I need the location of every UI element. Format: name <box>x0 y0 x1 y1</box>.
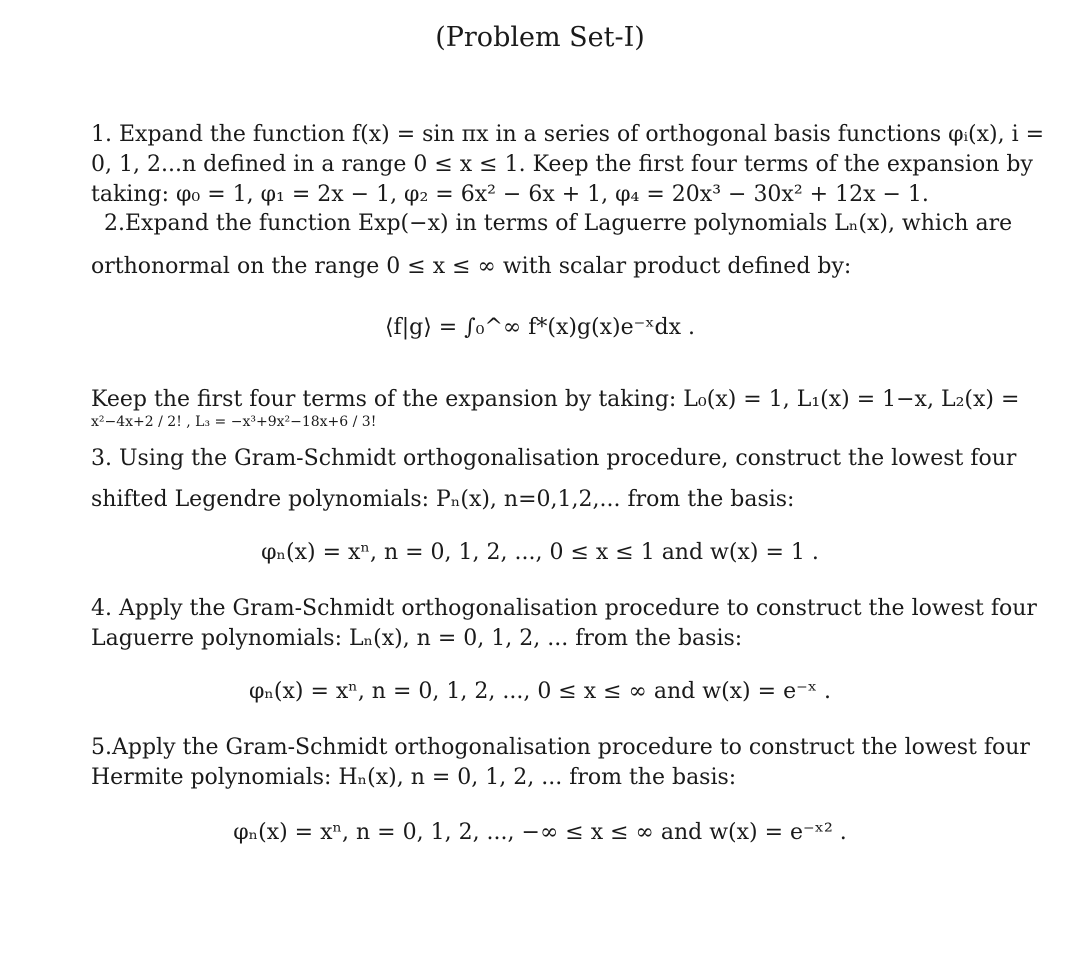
page-title: (Problem Set-I) <box>435 22 645 53</box>
problem-3-line-1: 3. Using the Gram-Schmidt orthogonalisation procedure, construct the lowest four <box>91 446 1017 471</box>
scalar-product-equation: ⟨f|g⟩ = ∫₀^∞ f*(x)g(x)e⁻ˣdx . <box>384 315 696 340</box>
problem-3-equation: φₙ(x) = xⁿ, n = 0, 1, 2, ..., 0 ≤ x ≤ 1 and w(x) = 1 . <box>261 540 819 565</box>
problem-2-line-2: orthonormal on the range 0 ≤ x ≤ ∞ with scalar product defined by: <box>91 254 852 279</box>
problem-3-line-2: shifted Legendre polynomials: Pₙ(x), n=0,1,2,... from the basis: <box>91 487 795 512</box>
problem-1-line-2: 0, 1, 2...n defined in a range 0 ≤ x ≤ 1. Keep the first four terms of the expansion by <box>91 152 1033 177</box>
problem-2-fractions: x²−4x+2 / 2! , L₃ = −x³+9x²−18x+6 / 3! <box>91 414 377 430</box>
problem-2-line-1: 2.Expand the function Exp(−x) in terms of Laguerre polynomials Lₙ(x), which are <box>104 211 1013 236</box>
problem-5-equation: φₙ(x) = xⁿ, n = 0, 1, 2, ..., −∞ ≤ x ≤ ∞ and w(x) = e⁻ˣ² . <box>233 820 847 845</box>
problem-5-line-1: 5.Apply the Gram-Schmidt orthogonalisation procedure to construct the lowest four <box>91 735 1030 760</box>
problem-1-line-3: taking: φ₀ = 1, φ₁ = 2x − 1, φ₂ = 6x² − 6x + 1, φ₄ = 20x³ − 30x² + 12x − 1. <box>91 182 929 207</box>
problem-4-equation: φₙ(x) = xⁿ, n = 0, 1, 2, ..., 0 ≤ x ≤ ∞ and w(x) = e⁻ˣ . <box>248 679 832 704</box>
problem-1-line-1: 1. Expand the function f(x) = sin πx in a series of orthogonal basis functions φᵢ(x), i = <box>91 122 1045 147</box>
problem-4-line-2: Laguerre polynomials: Lₙ(x), n = 0, 1, 2, ... from the basis: <box>91 626 743 651</box>
problem-5-line-2: Hermite polynomials: Hₙ(x), n = 0, 1, 2, ... from the basis: <box>91 765 737 790</box>
problem-4-line-1: 4. Apply the Gram-Schmidt orthogonalisation procedure to construct the lowest four <box>91 596 1037 621</box>
problem-2-line-3: Keep the first four terms of the expansion by taking: L₀(x) = 1, L₁(x) = 1−x, L₂(x) = <box>91 387 1020 412</box>
